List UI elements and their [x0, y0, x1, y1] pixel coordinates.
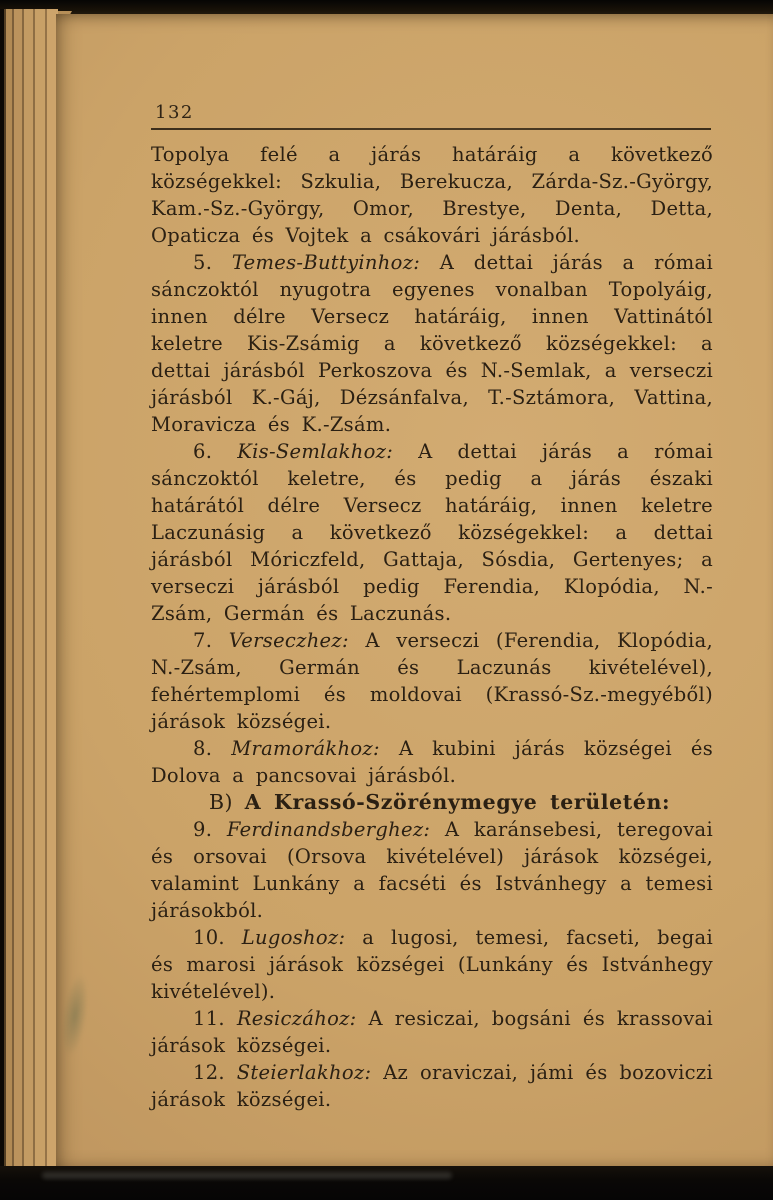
item-title: Resiczához: [236, 1007, 357, 1030]
section-prefix: B) [209, 790, 233, 814]
item-number: 10. [193, 926, 225, 949]
item-number: 9. [193, 818, 213, 841]
item-body: A dettai járás a római sánczoktól nyugotra egyenes vonalban Topolyáig, innen délre Versecz határáig, innen Vattinától keletre Kis-Zsámig a következő községekkel: a dettai járásból Perkoszova és N.-Semlak, a verseczi járásból K.-Gáj, Dézsánfalva, T.-Sztámora, Vattina, Moravicza és K.-Zsám. [151, 251, 714, 436]
item-title: Mramorákhoz: [231, 737, 380, 760]
item-title: Kis-Semlakhoz: [237, 440, 394, 463]
item-number: 7. [193, 629, 213, 652]
paragraph-item-7 [151, 627, 713, 735]
background-bottom-band [0, 1166, 773, 1200]
item-number: 5. [193, 251, 213, 274]
item-title: Lugoshoz: [241, 926, 346, 949]
book-page [56, 14, 773, 1170]
item-title: Ferdinandsberghez: [226, 818, 431, 841]
paragraph-item-9 [151, 816, 713, 924]
item-title: Temes-Buttyinhoz: [231, 251, 421, 274]
paragraph-item-6 [151, 438, 713, 627]
paragraph-intro: Topolya felé a járás határáig a következő községekkel: Szkulia, Berekucza, Zárda-Sz.-György, Kam.-Sz.-György, Omor, Brestye, Denta, Detta, Opaticza és Vojtek a csákovári járásból. [151, 143, 713, 247]
item-title: Verseczhez: [228, 629, 349, 652]
page-number: 132 [155, 102, 194, 123]
item-body: a lugosi, temesi, facseti, begai és marosi járások községei (Lunkány és Istvánhegy kivételével). [151, 926, 714, 1003]
item-body: Az oraviczai, jámi és bozoviczi járások községei. [151, 1061, 714, 1111]
item-title: Steierlakhoz: [236, 1061, 372, 1084]
page-text-block [151, 141, 713, 1113]
item-body: A resiczai, bogsáni és krassovai járások községei. [151, 1007, 713, 1057]
background-top-band [0, 0, 773, 15]
item-body: A dettai járás a római sánczoktól keletre, és pedig a járás északi határától délre Versecz határáig, innen keletre Laczunásig a következő községekkel: a dettai járásból Móriczfeld, Gattaja, Sósdia, Gertenyes; a verseczi járásból pedig Ferendia, Klopódia, N.-Zsám, Germán és Laczunás. [151, 440, 714, 625]
section-heading [151, 789, 713, 816]
paragraph-item-8 [151, 735, 713, 789]
item-number: 6. [193, 440, 213, 463]
paragraph-item-11 [151, 1005, 713, 1059]
item-number: 8. [193, 737, 213, 760]
item-body: A karánsebesi, teregovai és orsovai (Orsova kivételével) járások községei, valamint Lunkány a facséti és Istvánhegy a temesi járásokból. [151, 818, 714, 922]
section-title: A Krassó-Szörénymegye területén: [244, 790, 671, 814]
paragraph-item-10 [151, 924, 713, 1005]
header-rule [151, 128, 711, 130]
item-body: A kubini járás községei és Dolova a pancsovai járásból. [151, 737, 714, 787]
book-fore-edge-pages [0, 9, 58, 1174]
table-reflection [42, 1172, 452, 1179]
pencil-mark [54, 959, 95, 1072]
paragraph-item-5 [151, 249, 713, 438]
item-body: A verseczi (Ferendia, Klopódia, N.-Zsám, Germán és Laczunás kivételével), fehértemplomi és moldovai (Krassó-Sz.-megyéből) járások községei. [151, 629, 713, 733]
item-number: 12. [193, 1061, 225, 1084]
item-number: 11. [193, 1007, 225, 1030]
paragraph-item-12 [151, 1059, 713, 1113]
